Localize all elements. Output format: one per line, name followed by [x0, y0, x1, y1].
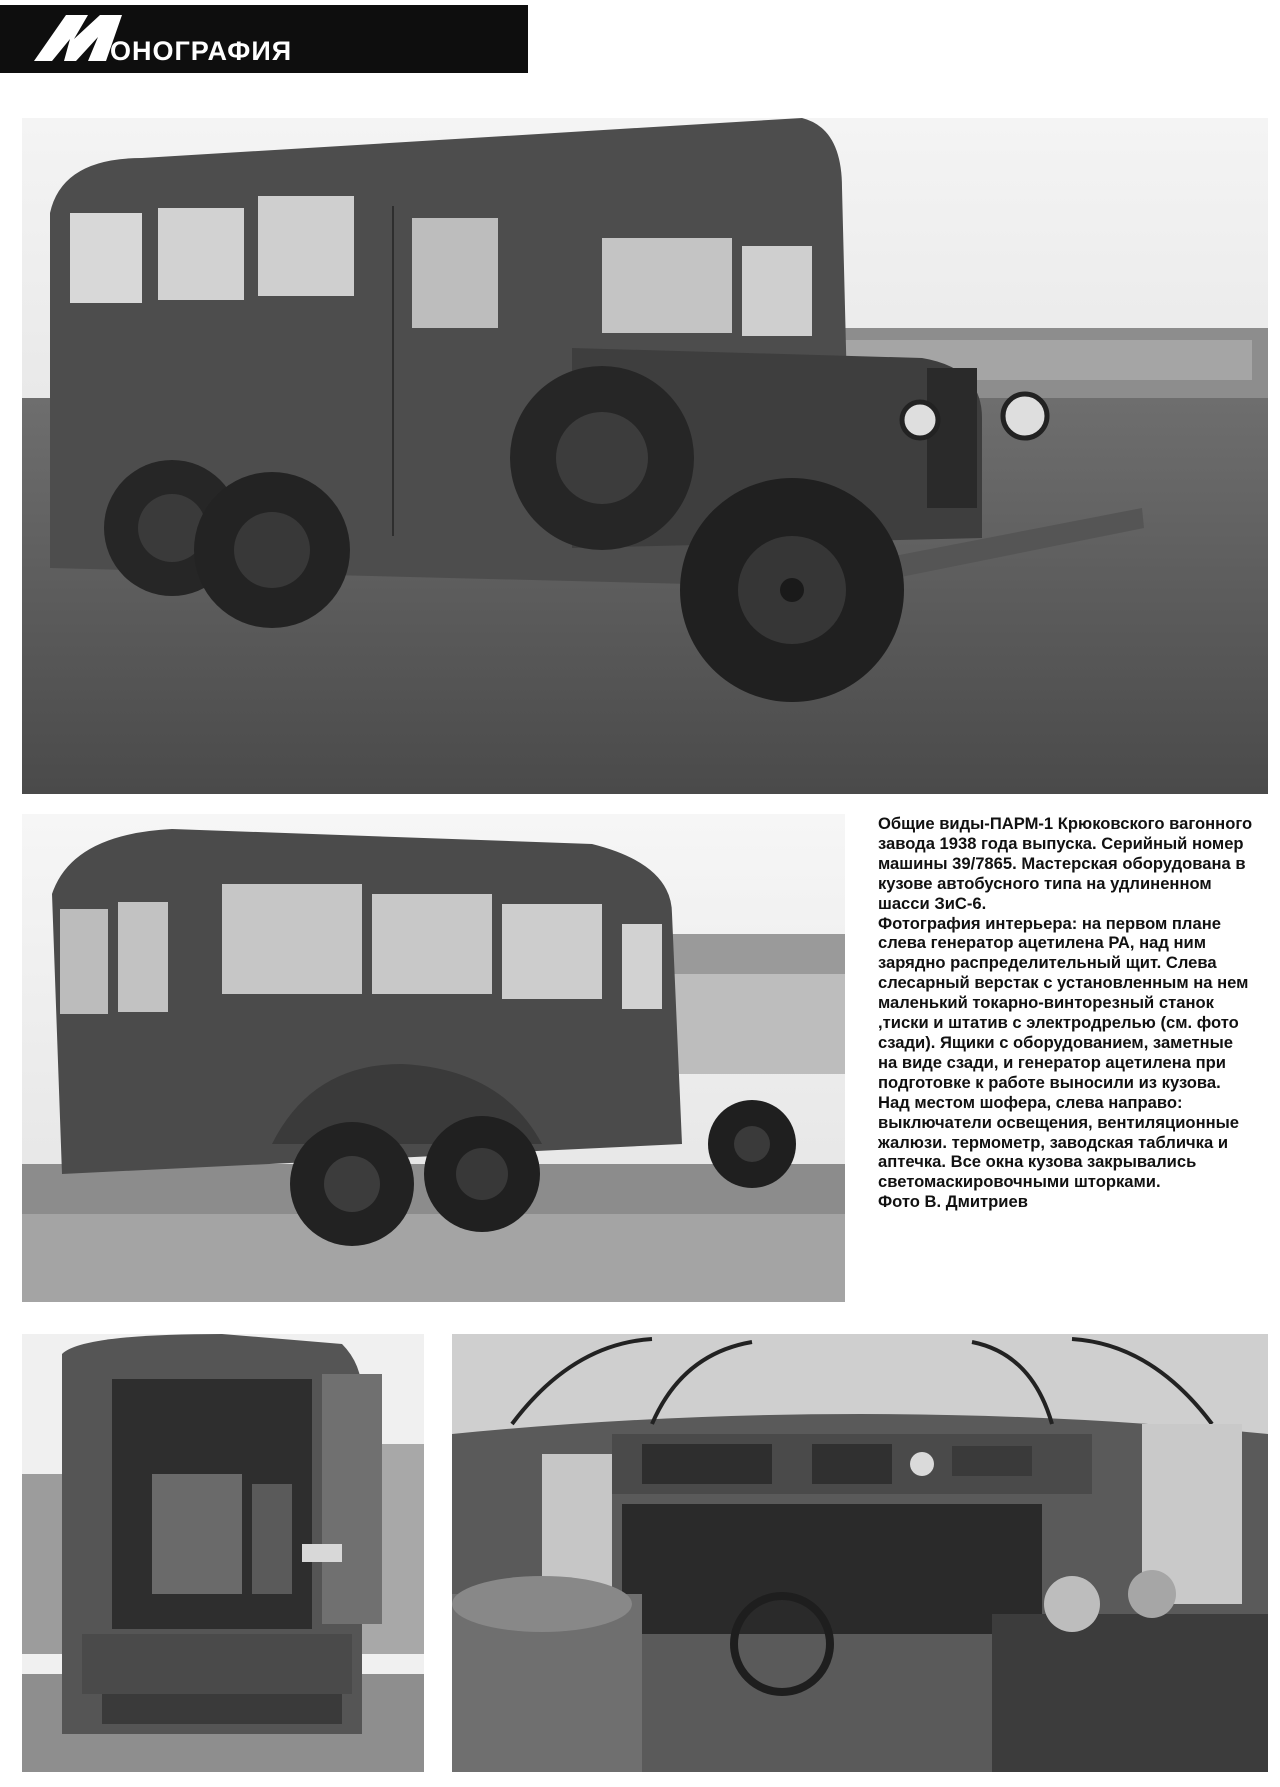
section-header	[0, 5, 528, 73]
caption-paragraph: Общие виды-ПАРМ-1 Крюковского вагонного завода 1938 года выпуска. Серийный номер машины 39/7865. Мастерская оборудована в кузове автобусного типа на удлиненном шасси ЗиС-6.	[878, 814, 1253, 913]
photo-workshop-interior	[452, 1334, 1268, 1772]
section-title: ОНОГРАФИЯ	[110, 36, 293, 66]
photo-truck-front	[22, 118, 1268, 794]
photo-truck-rear-doors-open	[22, 1334, 424, 1772]
photo-caption	[878, 814, 1254, 1212]
caption-paragraph: Фотография интерьера: на первом плане слева генератор ацетилена РА, над ним зарядно распределительный щит. Слева слесарный верстак с установленным на нем маленький токарно-винторезный станок ,тиски и штатив с электродрелью (см. фото сзади). Ящики с оборудованием, заметные на виде сзади, и генератор ацетилена при подготовке к работе выносили из кузова. Над местом шофера, слева направо: выключатели освещения, вентиляционные жалюзи. термометр, заводская табличка и аптечка. Все окна кузова закрывались светомаскировочными шторками.	[878, 913, 1249, 1192]
photo-truck-rear-side	[22, 814, 845, 1302]
caption-photo-credit: Фото В. Дмитриев	[878, 1192, 1028, 1212]
